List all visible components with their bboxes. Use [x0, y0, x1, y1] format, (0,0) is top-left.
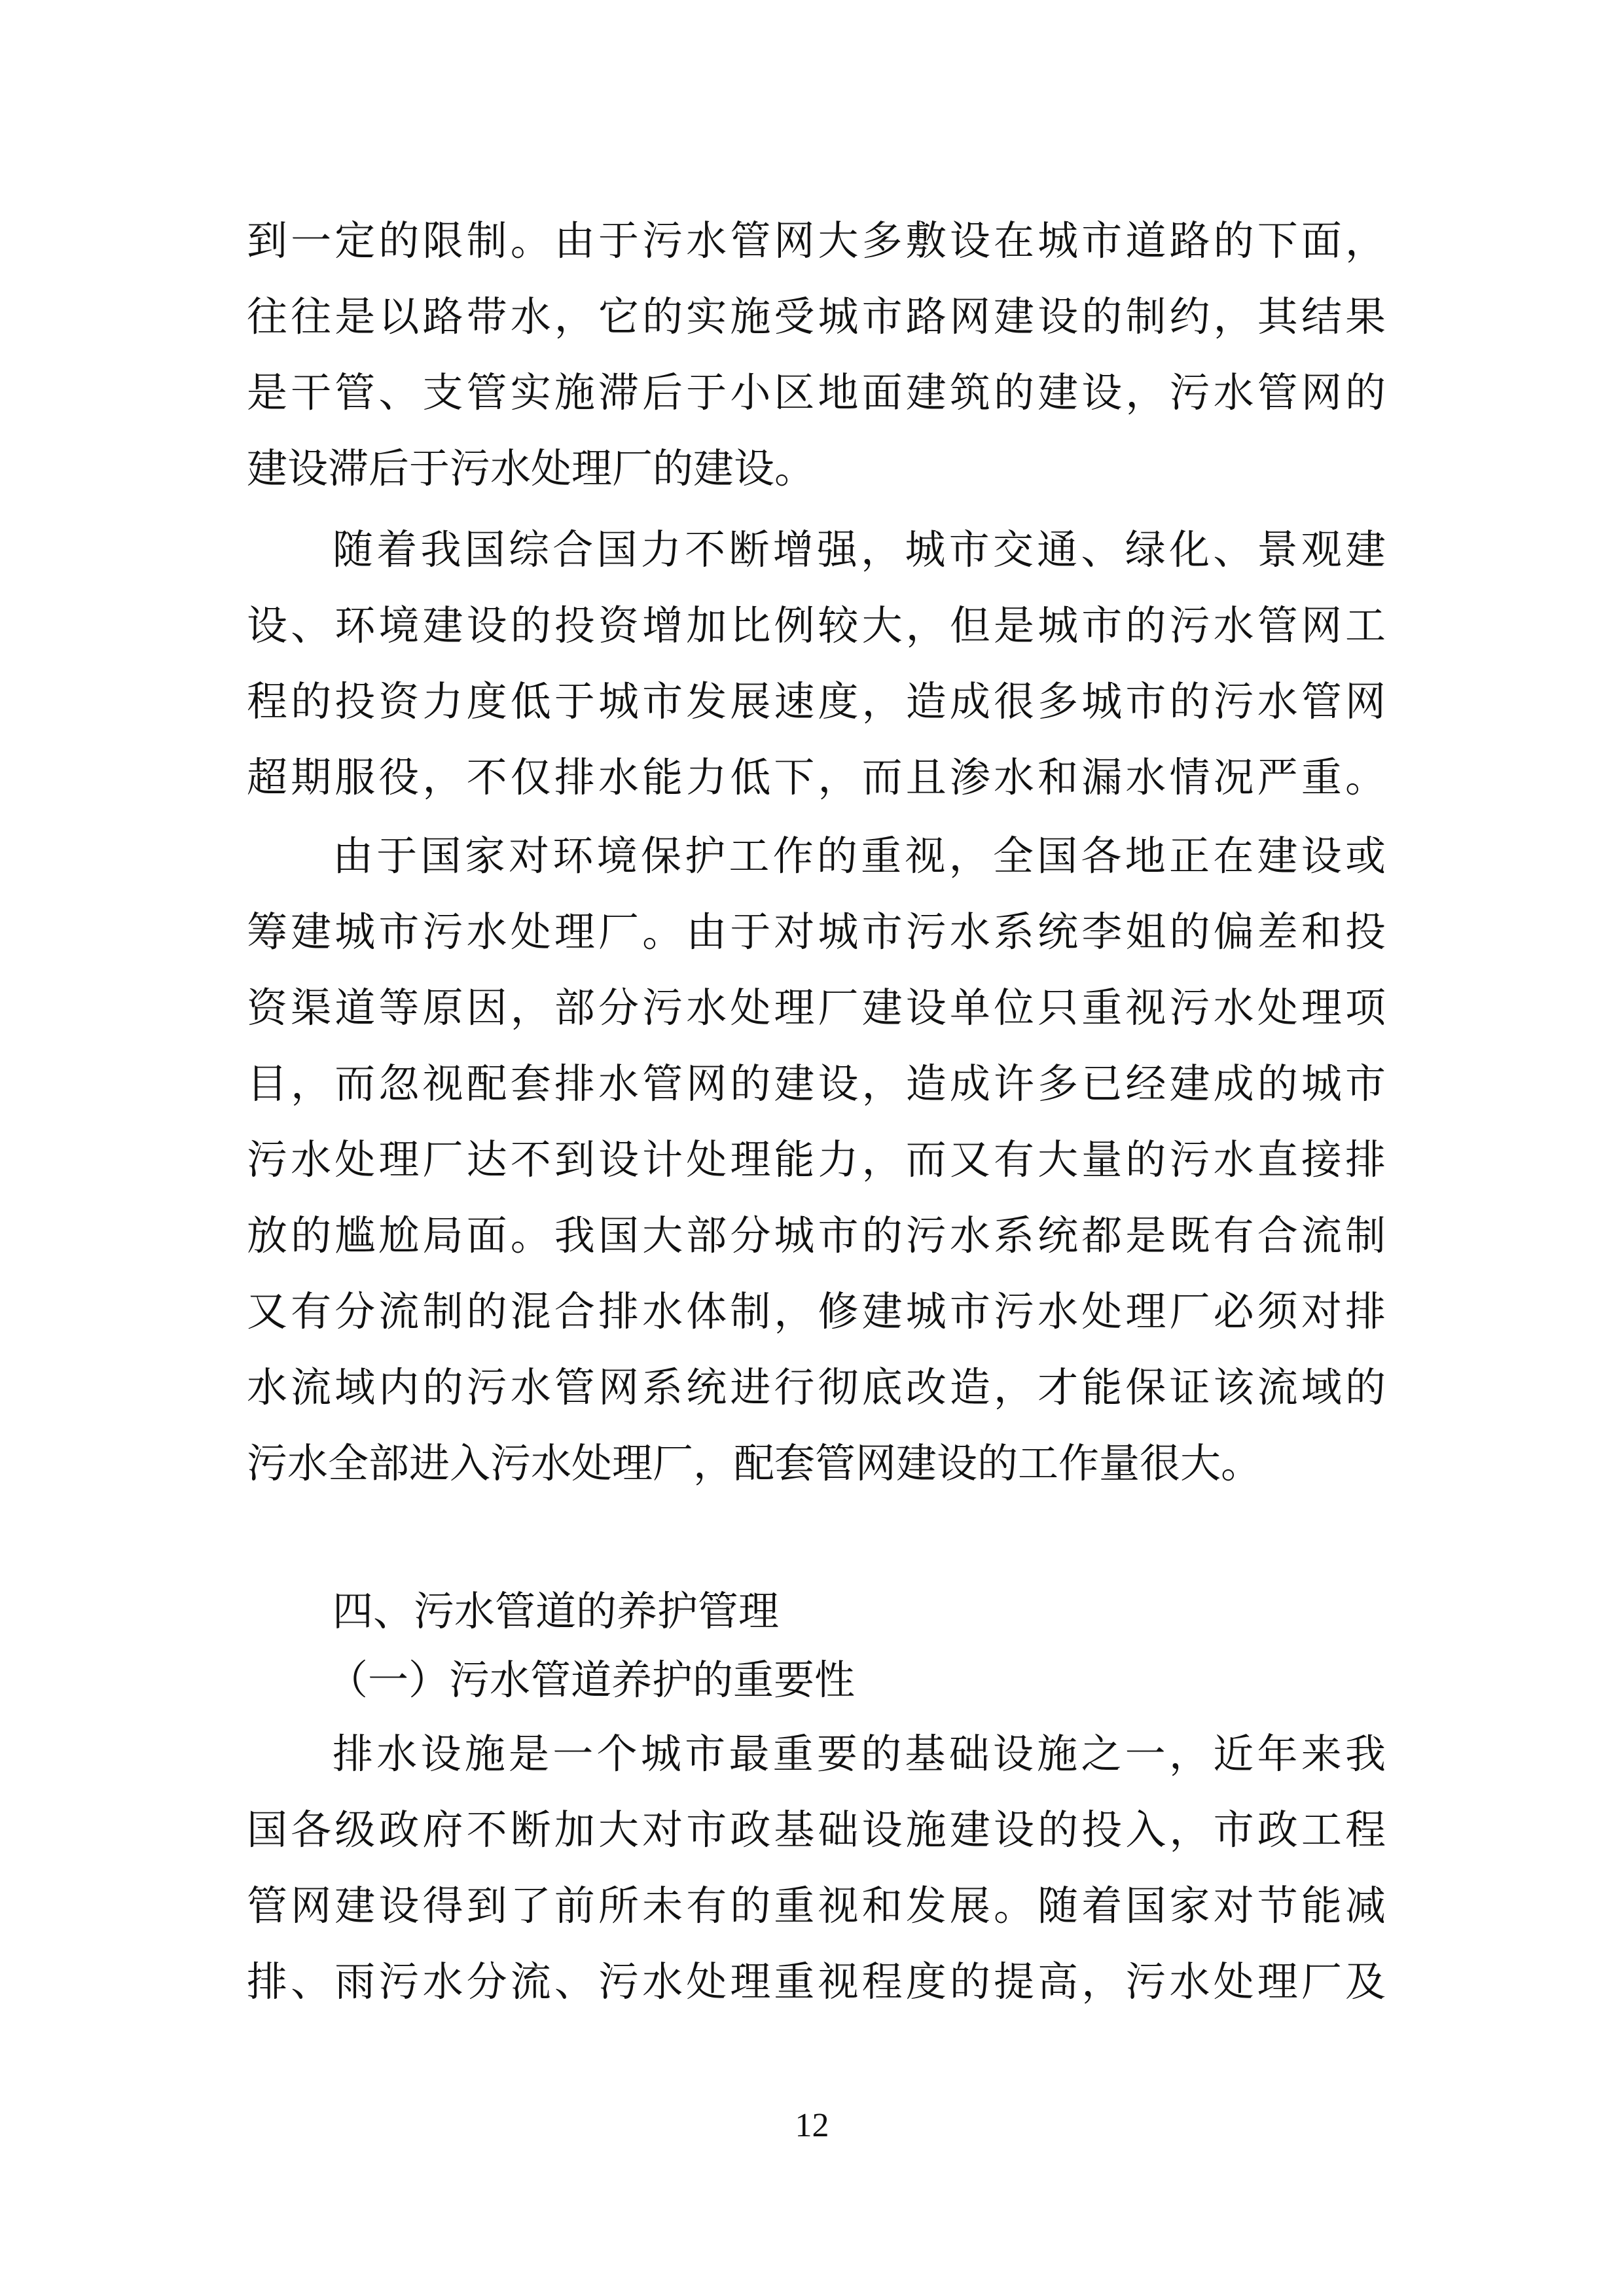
paragraph-2-line-2: 设、环境建设的投资增加比例较大，但是城市的污水管网工 — [247, 601, 1386, 649]
paragraph-3-line-8: 水流域内的污水管网系统进行彻底改造，才能保证该流域的 — [247, 1363, 1386, 1411]
paragraph-3-line-1: 由于国家对环境保护工作的重视，全国各地正在建设或 — [333, 832, 1386, 880]
paragraph-3-line-3: 资渠道等原因，部分污水处理厂建设单位只重视污水处理项 — [247, 984, 1386, 1031]
paragraph-1-line-1: 到一定的限制。由于污水管网大多敷设在城市道路的下面， — [247, 217, 1386, 264]
paragraph-3-line-6: 放的尴尬局面。我国大部分城市的污水系统都是既有合流制 — [247, 1211, 1386, 1259]
section-heading: 四、污水管道的养护管理 — [333, 1587, 780, 1635]
subsection-heading: （一）污水管道养护的重要性 — [327, 1656, 856, 1704]
paragraph-4-line-4: 排、雨污水分流、污水处理重视程度的提高，污水处理厂及 — [247, 1958, 1386, 2005]
paragraph-1-line-4: 建设滞后于污水处理厂的建设。 — [247, 444, 816, 492]
paragraph-4-line-2: 国各级政府不断加大对市政基础设施建设的投入，市政工程 — [247, 1806, 1386, 1854]
paragraph-2-line-1: 随着我国综合国力不断增强，城市交通、绿化、景观建 — [333, 526, 1386, 573]
paragraph-1-line-3: 是干管、支管实施滞后于小区地面建筑的建设，污水管网的 — [247, 368, 1386, 416]
paragraph-4-line-1: 排水设施是一个城市最重要的基础设施之一，近年来我 — [333, 1730, 1386, 1778]
paragraph-2-line-3: 程的投资力度低于城市发展速度，造成很多城市的污水管网 — [247, 677, 1386, 725]
paragraph-3-line-5: 污水处理厂达不到设计处理能力，而又有大量的污水直接排 — [247, 1136, 1386, 1183]
paragraph-3-line-7: 又有分流制的混合排水体制，修建城市污水处理厂必须对排 — [247, 1287, 1386, 1335]
paragraph-3-line-9: 污水全部进入污水处理厂，配套管网建设的工作量很大。 — [247, 1439, 1262, 1487]
paragraph-2-line-4: 超期服役，不仅排水能力低下，而且渗水和漏水情况严重。 — [247, 753, 1386, 801]
paragraph-4-line-3: 管网建设得到了前所未有的重视和发展。随着国家对节能减 — [247, 1882, 1386, 1929]
page-number: 12 — [795, 2107, 829, 2144]
paragraph-3-line-2: 筹建城市污水处理厂。由于对城市污水系统李姐的偏差和投 — [247, 908, 1386, 956]
paragraph-3-line-4: 目，而忽视配套排水管网的建设，造成许多已经建成的城市 — [247, 1060, 1386, 1107]
paragraph-1-line-2: 往往是以路带水，它的实施受城市路网建设的制约，其结果 — [247, 293, 1386, 340]
